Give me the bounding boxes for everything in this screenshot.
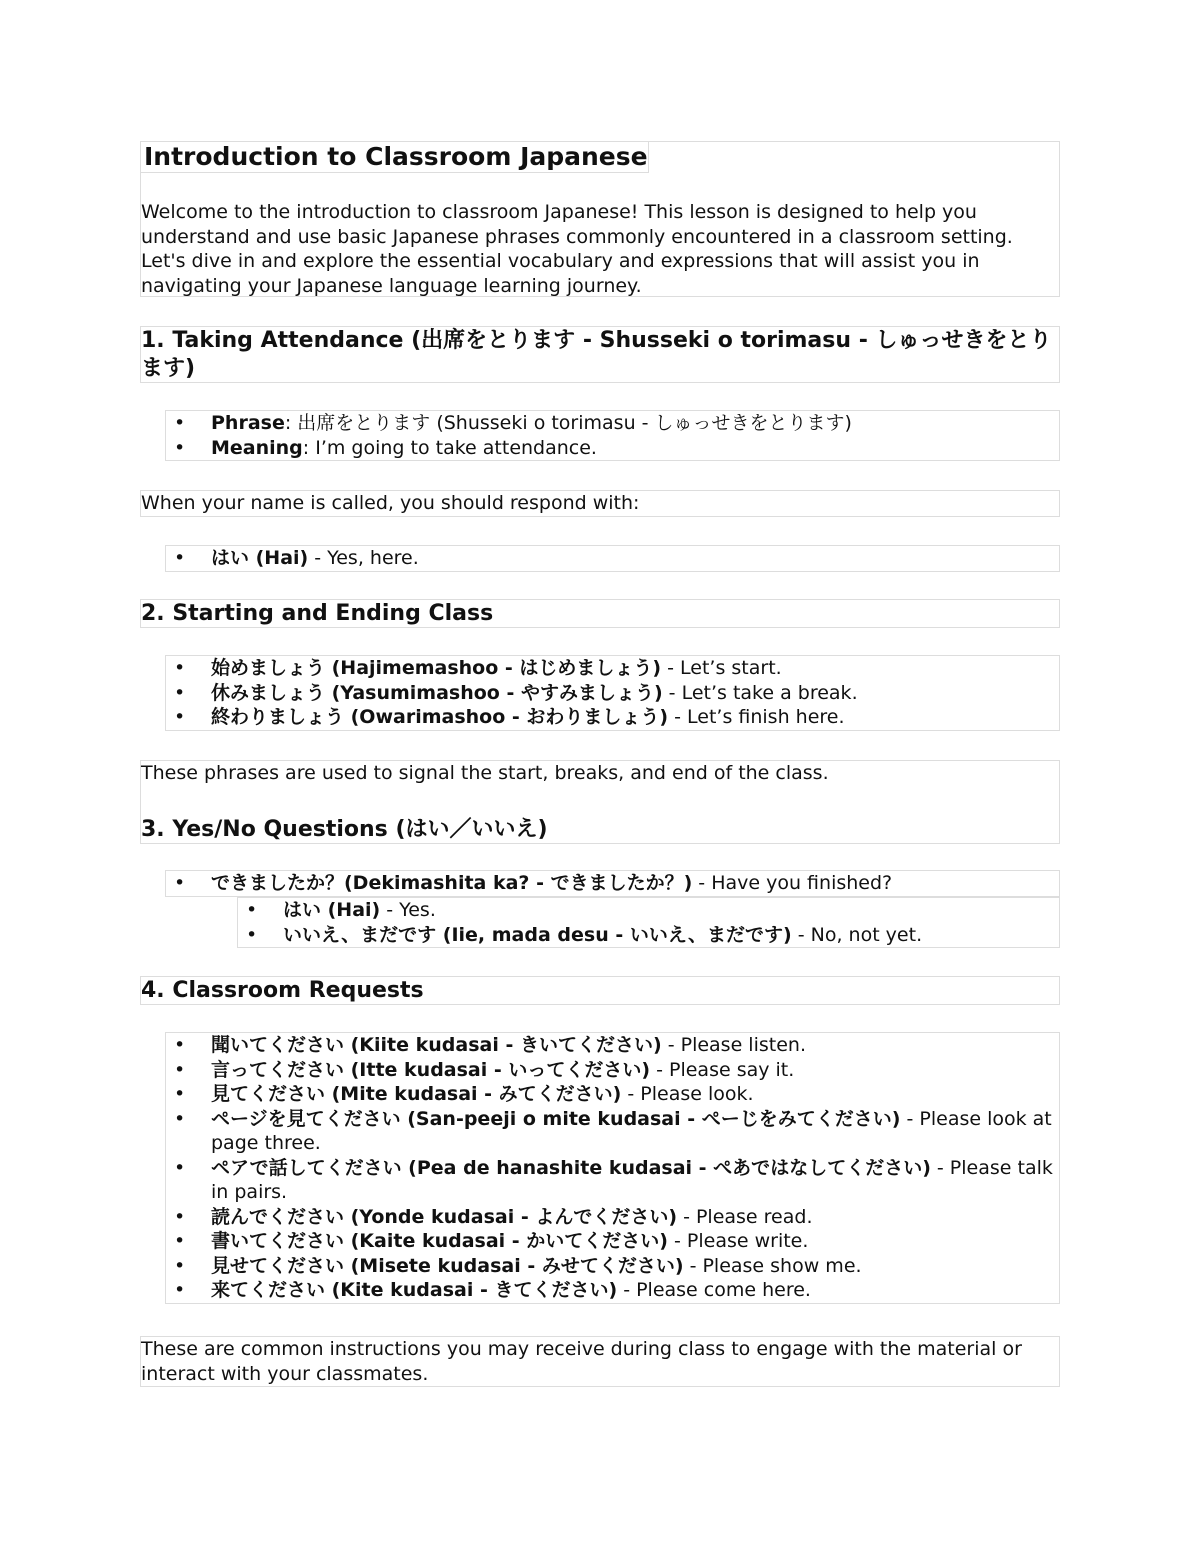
section-4-heading-block: [140, 976, 1060, 1005]
meaning-text: : I’m going to take attendance.: [302, 436, 597, 459]
question-list: [165, 870, 1060, 897]
start-end-list: [165, 655, 1060, 731]
respond-paragraph: When your name is called, you should respond with:: [140, 490, 1060, 517]
phrase-jp: ペアで話してください (Pea de hanashite kudasai - ぺあではなしてください): [211, 1156, 931, 1179]
phrase-jp: 始めましょう (Hajimemashoo - はじめましょう): [211, 657, 662, 679]
section-1-heading: 1. Taking Attendance (出席をとります - Shusseki o torimasu - しゅっせきをとります): [141, 328, 1052, 381]
section-3-block: [140, 760, 1060, 844]
phrase-en: - Please write.: [667, 1230, 809, 1252]
list-item: [166, 1058, 1059, 1083]
list-item: [166, 1033, 1059, 1058]
phrase-en: - Please say it.: [650, 1058, 795, 1081]
phrase-en: - Please talk in pairs.: [211, 1156, 1053, 1203]
phrase-jp: ページを見てください (San-peeji o mite kudasai - ぺーじをみてください): [211, 1107, 901, 1130]
page-title: Introduction to Classroom Japanese: [141, 142, 649, 173]
phrase-jp: 言ってください (Itte kudasai - いってください): [211, 1058, 651, 1081]
list-item: [166, 1278, 1059, 1303]
phrase-jp: いいえ、まだです (Iie, mada desu - いいえ、まだです): [283, 923, 792, 946]
list-item: [166, 411, 1059, 436]
list-item: [166, 1107, 1059, 1156]
list-item: [166, 1082, 1059, 1107]
section-3-heading: 3. Yes/No Questions (はい／いいえ): [141, 816, 548, 842]
phrase-jp: 来てください (Kite kudasai - きてください): [211, 1279, 618, 1301]
phrase-jp: 休みましょう (Yasumimashoo - やすみましょう): [211, 681, 663, 704]
list-item: [166, 681, 1059, 706]
section-2-note: These phrases are used to signal the start, breaks, and end of the class.: [141, 762, 829, 784]
phrase-jp: 書いてください (Kaite kudasai - かいてください): [211, 1230, 668, 1252]
list-item: [238, 898, 1059, 923]
phrase-text: : 出席をとります (Shusseki o torimasu - しゅっせきをとります): [284, 412, 852, 434]
list-item: [166, 436, 1059, 461]
reply-list: [165, 545, 1060, 572]
phrase-jp: 見てください (Mite kudasai - みてください): [211, 1083, 622, 1105]
intro-section: [140, 141, 1060, 297]
phrase-en: - Please listen.: [661, 1034, 806, 1056]
section-2-heading-block: [140, 599, 1060, 628]
phrase-en: - Let’s finish here.: [668, 706, 845, 728]
phrase-en: - Please look at page three.: [211, 1107, 1052, 1154]
section-2-heading: 2. Starting and Ending Class: [141, 601, 494, 626]
list-item: [166, 705, 1059, 730]
list-item: [166, 546, 1059, 571]
attendance-list: [165, 410, 1060, 461]
section-4-note: These are common instructions you may receive during class to engage with the material or interact with your classmates.: [140, 1336, 1060, 1387]
section-4-heading: 4. Classroom Requests: [141, 978, 424, 1003]
phrase-en: - Let’s start.: [661, 657, 782, 679]
intro-paragraph: Welcome to the introduction to classroom Japanese! This lesson is designed to help you understand and use basic Japanese phrases commonly encountered in a classroom setting. Let's dive in and explore the essential vocabulary and expressions that will assist you in navigating your Japanese language learning journey.: [141, 201, 1013, 297]
phrase-jp: 見せてください (Misete kudasai - みせてください): [211, 1254, 684, 1277]
phrase-en: - Yes.: [380, 899, 436, 921]
phrase-jp: 聞いてください (Kiite kudasai - きいてください): [211, 1034, 662, 1056]
phrase-en: - Please look.: [621, 1083, 754, 1105]
list-item: [166, 656, 1059, 681]
phrase-en: - Have you finished?: [692, 872, 893, 894]
answer-list: [237, 897, 1060, 948]
phrase-label: Phrase: [211, 412, 285, 434]
phrase-jp: できましたか？(Dekimashita ka? - できましたか？): [211, 872, 693, 894]
phrase-en: - Please show me.: [683, 1254, 862, 1277]
list-item: [238, 923, 1059, 948]
phrase-en: - No, not yet.: [791, 923, 923, 946]
phrase-en: - Yes, here.: [308, 547, 419, 569]
phrase-jp: 読んでください (Yonde kudasai - よんでください): [211, 1205, 678, 1228]
requests-list: [165, 1032, 1060, 1304]
phrase-jp: 終わりましょう (Owarimashoo - おわりましょう): [211, 706, 669, 728]
phrase-en: - Please read.: [677, 1205, 813, 1228]
list-item: [166, 1229, 1059, 1254]
phrase-en: - Let’s take a break.: [662, 681, 858, 704]
phrase-jp: はい (Hai): [283, 899, 381, 921]
list-item: [166, 1205, 1059, 1230]
section-1-heading-block: [140, 326, 1060, 383]
list-item: [166, 871, 1059, 896]
meaning-label: Meaning: [211, 436, 303, 459]
phrase-jp: はい (Hai): [211, 547, 309, 569]
list-item: [166, 1254, 1059, 1279]
phrase-en: - Please come here.: [617, 1279, 811, 1301]
list-item: [166, 1156, 1059, 1205]
